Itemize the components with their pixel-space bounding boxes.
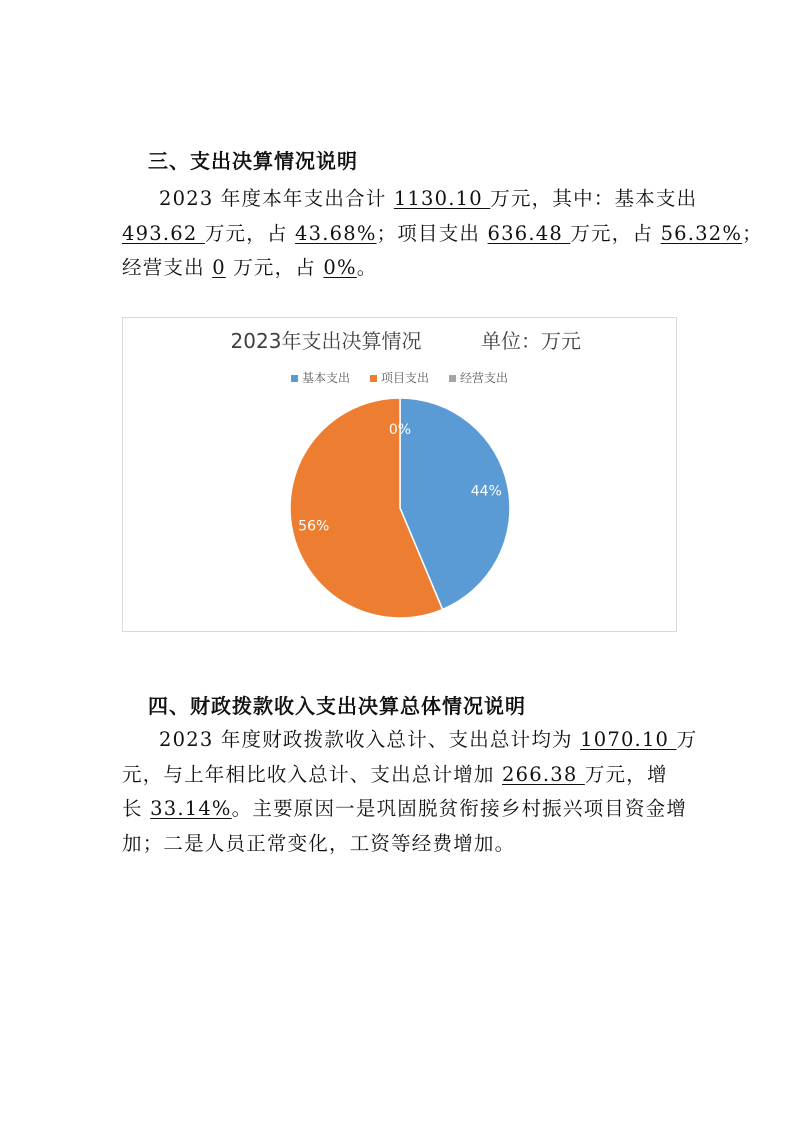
legend-swatch-2 — [449, 375, 456, 382]
total-expenditure-value: 1130.10 — [393, 187, 491, 210]
section-3-heading: 三、支出决算情况说明 — [148, 149, 358, 173]
paragraph-line — [122, 827, 674, 862]
text-span: 万元，占 — [570, 221, 661, 245]
chart-canvas — [123, 318, 678, 633]
text-span: 元，与上年相比收入总计、支出总计增加 — [122, 762, 502, 786]
project-expenditure-value: 636.48 — [487, 221, 571, 245]
pie-data-label-0: 44% — [470, 483, 502, 500]
text-span: 万元，占 — [204, 221, 296, 245]
text-span: 。主要原因一是巩固脱贫衔接乡村振兴项目资金增 — [231, 797, 688, 820]
pie-data-label-1: 56% — [298, 518, 330, 535]
chart-legend — [291, 370, 508, 385]
text-span: 2023 年度本年支出合计 — [159, 187, 394, 210]
appropriation-total-value: 1070.10 — [580, 728, 677, 751]
paragraph-line — [122, 182, 698, 217]
project-expenditure-percent: 56.32% — [660, 221, 743, 245]
text-span: 万元，增 — [584, 762, 668, 786]
legend-label-2: 经营支出 — [460, 371, 509, 385]
text-span: 万 — [676, 728, 698, 751]
chart-title: 2023年支出决算情况 — [230, 329, 422, 353]
expenditure-pie-chart — [122, 317, 677, 632]
text-span: 万元，占 — [225, 256, 324, 279]
section-4-heading: 四、财政拨款收入支出决算总体情况说明 — [148, 694, 526, 718]
text-span: 2023 年度财政拨款收入总计、支出总计均为 — [159, 728, 581, 751]
text-span: ；项目支出 — [376, 221, 488, 245]
section-4-paragraph — [122, 723, 698, 861]
paragraph-line — [122, 723, 698, 758]
pie-data-label-2: 0% — [388, 421, 412, 438]
growth-percent: 33.14% — [150, 797, 232, 820]
basic-expenditure-percent: 43.68% — [295, 221, 377, 245]
operating-expenditure-value: 0 — [212, 256, 226, 279]
paragraph-line — [122, 251, 674, 286]
chart-unit-label: 单位：万元 — [481, 329, 581, 353]
legend-swatch-0 — [291, 375, 298, 382]
text-span: 万元，其中：基本支出 — [490, 187, 698, 210]
paragraph-line — [122, 792, 688, 827]
text-span: ； — [742, 221, 763, 245]
text-span: 经营支出 — [122, 256, 213, 279]
operating-expenditure-percent: 0% — [323, 256, 357, 279]
legend-label-1: 项目支出 — [381, 371, 430, 385]
text-span: 。 — [356, 256, 378, 279]
increase-value: 266.38 — [502, 762, 585, 786]
paragraph-line — [122, 758, 674, 793]
legend-label-0: 基本支出 — [302, 371, 351, 385]
paragraph-line — [122, 217, 763, 252]
text-span: 长 — [122, 797, 151, 820]
basic-expenditure-value: 493.62 — [122, 221, 205, 245]
legend-swatch-1 — [370, 375, 377, 382]
section-3-paragraph — [122, 182, 763, 286]
text-span: 加；二是人员正常变化，工资等经费增加。 — [122, 831, 516, 855]
